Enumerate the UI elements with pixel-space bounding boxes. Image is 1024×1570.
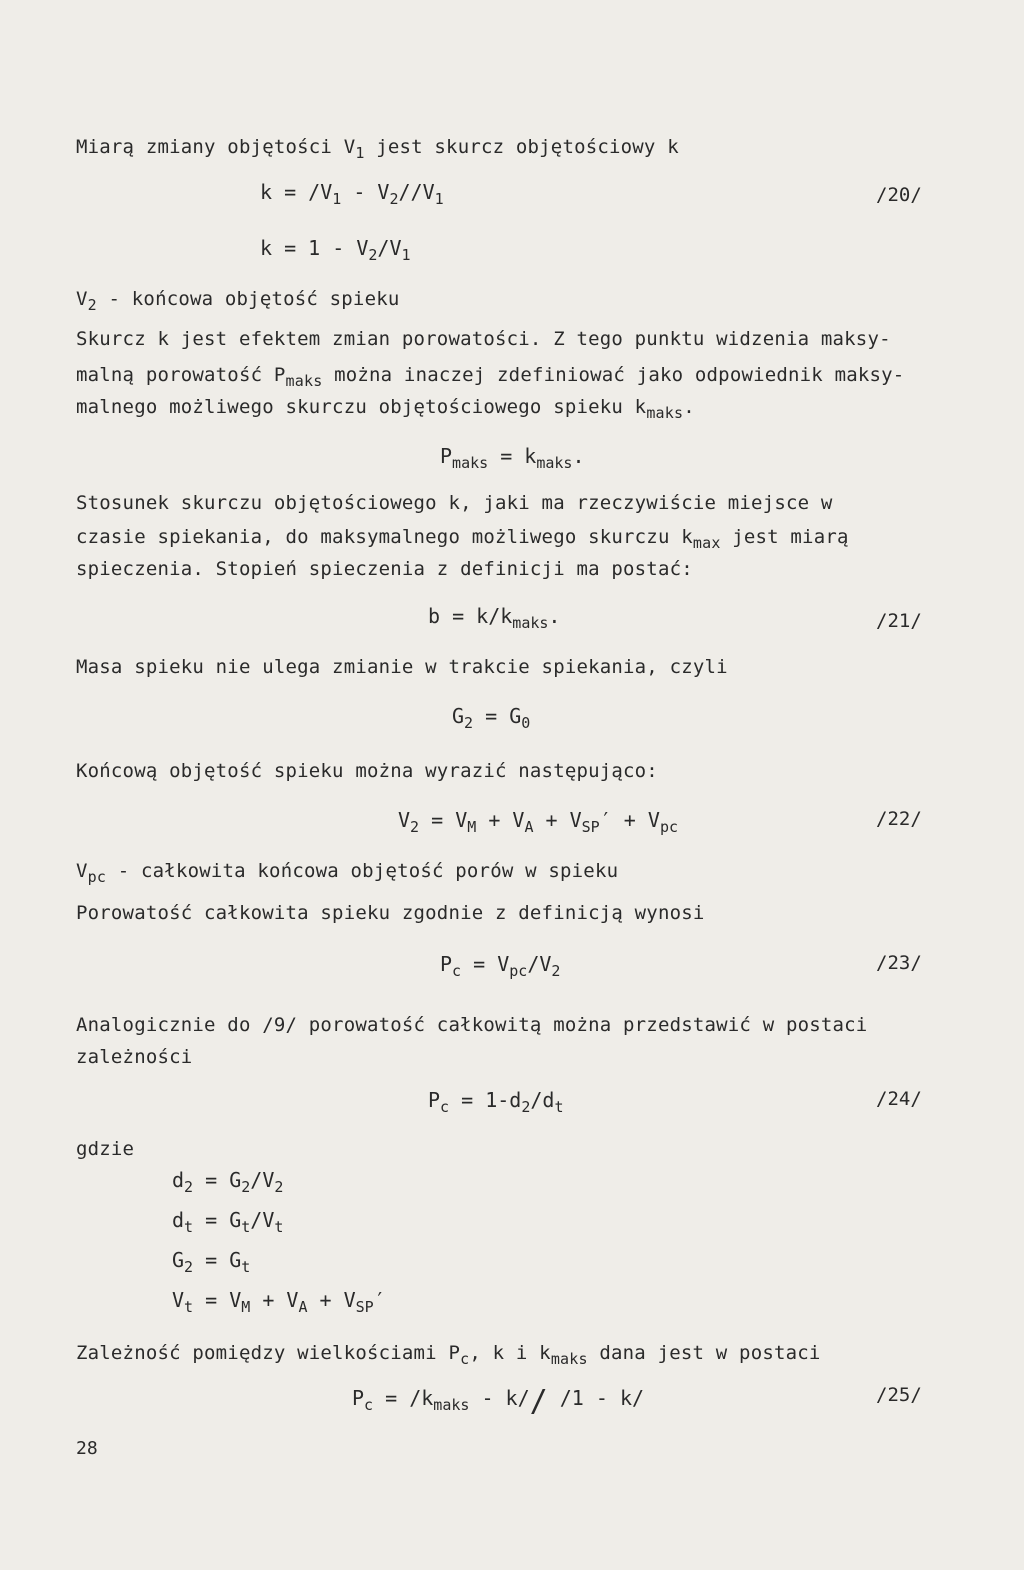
equation-g2-g0: $G_2 = G_0$ [452,704,531,732]
text-line: Końcową objętość spieku można wyrazić następująco: [76,760,658,782]
text-line: Masa spieku nie ulega zmianie w trakcie spiekania, czyli [76,656,728,678]
text: Zależność pomiędzy wielkościami P [76,1342,461,1364]
equation-23: $P_c = V_{pc}/V_2$ [440,952,561,980]
text-line [76,860,618,886]
text: można inaczej zdefiniować jako odpowiednik maksy- [322,364,905,386]
text-line [76,396,695,422]
definition-d2: $d_2 = G_2/V_2$ [172,1168,284,1196]
text-line [76,526,849,552]
equation-number: /22/ [876,808,922,830]
subscript: maks [646,404,684,422]
text: czasie spiekania, do maksymalnego możliwego skurczu k [76,526,693,548]
equation-20-line1: $k = /V_1 - V_2//V_1$ [260,180,444,208]
text: dana jest w postaci [587,1342,821,1364]
definition-vt: $V_t = V_M + V_A + V_{SP}'$ [172,1288,386,1316]
equation-24: $P_c = 1-d_2/d_t$ [428,1088,564,1116]
text-line: gdzie [76,1138,135,1160]
subscript: max [692,534,721,552]
text: - całkowita końcowa objętość porów w spieku [106,860,619,882]
equation-pmaks: $P_{maks} = k_{maks}$. [440,444,585,472]
text-line [76,136,679,162]
subscript: maks [550,1350,588,1368]
text: jest skurcz objętościowy k [364,136,679,158]
equation-25: $P_c = /k_{maks} - k//$ /1 - k/ [352,1384,645,1419]
text-line: Analogicznie do /9/ porowatość całkowitą można przedstawić w postaci [76,1014,868,1036]
text: , k i k [469,1342,551,1364]
page-number: 28 [76,1438,98,1459]
subscript: 1 [355,144,365,162]
equation-number: /24/ [876,1088,922,1110]
text-line: spieczenia. Stopień spieczenia z definicji ma postać: [76,558,693,580]
text-line: Porowatość całkowita spieku zgodnie z definicją wynosi [76,902,705,924]
equation-number: /25/ [876,1384,922,1406]
text-line: Stosunek skurczu objętościowego k, jaki ma rzeczywiście miejsce w [76,492,833,514]
text-line [76,288,400,314]
text-line [76,1342,821,1368]
subscript: c [460,1350,470,1368]
text: - końcowa objętość spieku [96,288,400,310]
equation-20-line2: $k = 1 - V_2/V_1$ [260,236,411,264]
subscript: maks [285,372,323,390]
text-line [76,364,904,390]
text: V [76,288,88,310]
equation-number: /20/ [876,184,922,206]
text: jest miarą [720,526,849,548]
equation-22: $V_2 = V_M + V_A + V_{SP}' + V_{pc}$ [398,808,678,836]
definition-g2: $G_2 = G_t$ [172,1248,251,1276]
definition-dt: $d_t = G_t/V_t$ [172,1208,284,1236]
text: malną porowatość P [76,364,286,386]
text: V [76,860,88,882]
subscript: 2 [87,296,97,314]
text-line: zależności [76,1046,193,1068]
text: malnego możliwego skurczu objętościowego spieku k [76,396,647,418]
text: Miarą zmiany objętości V [76,136,356,158]
equation-number: /23/ [876,952,922,974]
text: . [683,396,695,418]
equation-21: $b = k/k_{maks}$. [428,604,561,632]
equation-number: /21/ [876,610,922,632]
text-line: Skurcz k jest efektem zmian porowatości. Z tego punktu widzenia maksy- [76,328,891,350]
subscript: pc [87,868,107,886]
